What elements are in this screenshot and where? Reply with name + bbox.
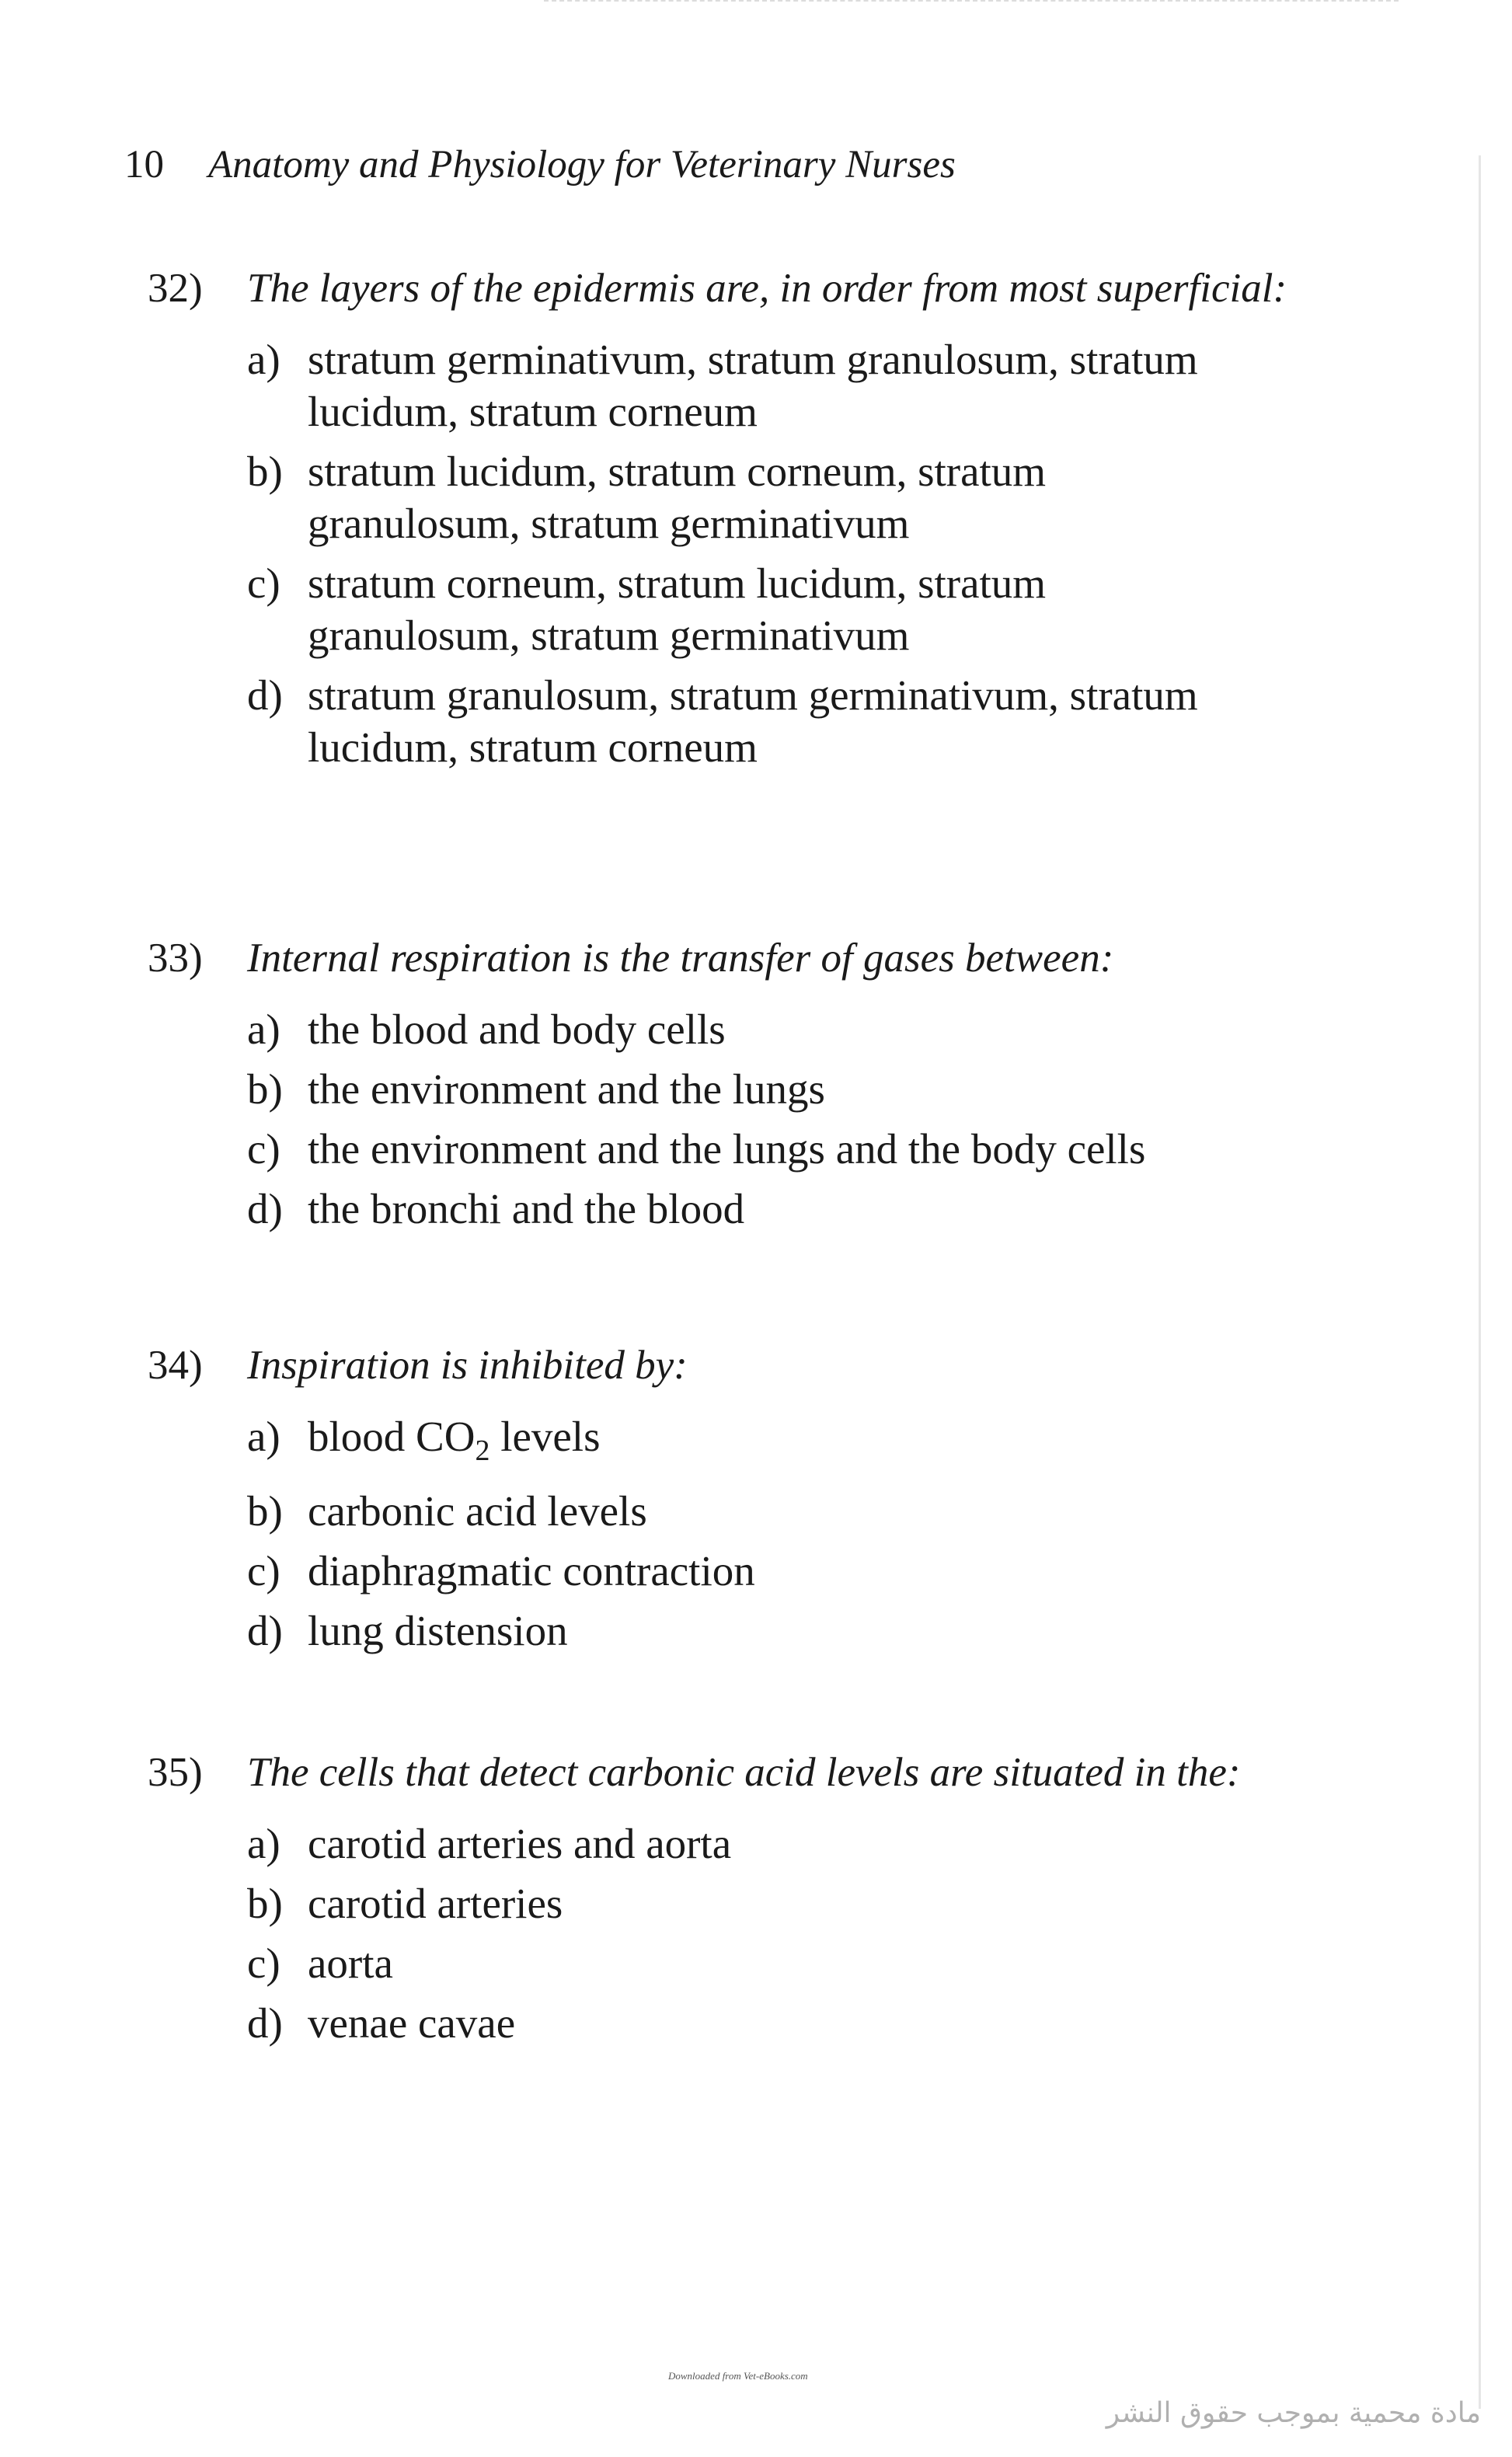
page-number: 10 (124, 143, 164, 186)
option-d: d) the bronchi and the blood (247, 1185, 745, 1232)
question-34 (148, 1340, 1313, 1664)
question-number: 35) (148, 1750, 203, 1795)
option-b: b) carbonic acid levels (247, 1487, 647, 1535)
option-a: a) stratum germinativum, stratum granulosum, stratum lucidum, stratum corneum (247, 336, 1198, 435)
copyright-watermark: مادة محمية بموجب حقوق النشر (1106, 2397, 1481, 2429)
answer-options (247, 333, 1313, 773)
question-33 (148, 932, 1313, 1242)
question-number: 32) (148, 266, 203, 311)
answer-options (247, 1817, 1313, 2049)
question-35 (148, 1747, 1313, 2057)
page-edge-line (1479, 155, 1481, 2409)
question-number: 33) (148, 936, 203, 981)
option-c: c) aorta (247, 1939, 393, 1987)
option-d: d) stratum granulosum, stratum germinativum, stratum lucidum, stratum corneum (247, 671, 1198, 771)
answer-options (247, 1410, 1313, 1657)
option-a: a) blood $CO_2$ levels (247, 1413, 601, 1467)
option-a: a) carotid arteries and aorta (247, 1820, 732, 1867)
question-text: Internal respiration is the transfer of gases between: (247, 936, 1114, 981)
option-d: d) venae cavae (247, 1999, 516, 2047)
option-c: c) the environment and the lungs and the body cells (247, 1125, 1146, 1173)
question-text: The layers of the epidermis are, in order from most superficial: (247, 266, 1287, 311)
option-b: b) carotid arteries (247, 1880, 563, 1927)
option-c: c) diaphragmatic contraction (247, 1547, 755, 1594)
option-c: c) stratum corneum, stratum lucidum, stratum granulosum, stratum germinativum (247, 559, 1047, 659)
question-text: The cells that detect carbonic acid levels are situated in the: (247, 1750, 1241, 1795)
running-header (124, 141, 956, 188)
book-title: Anatomy and Physiology for Veterinary Nurses (208, 143, 956, 186)
question-text: Inspiration is inhibited by: (247, 1343, 688, 1388)
question-32 (148, 263, 1313, 781)
option-a: a) the blood and body cells (247, 1005, 726, 1053)
option-b: b) the environment and the lungs (247, 1065, 825, 1113)
option-b: b) stratum lucidum, stratum corneum, stratum granulosum, stratum germinativum (247, 448, 1047, 547)
download-note: Downloaded from Vet-eBooks.com (668, 2370, 808, 2382)
question-number: 34) (148, 1343, 203, 1388)
answer-options (247, 1003, 1313, 1235)
option-d: d) lung distension (247, 1607, 568, 1654)
scan-artifact (544, 0, 1399, 12)
